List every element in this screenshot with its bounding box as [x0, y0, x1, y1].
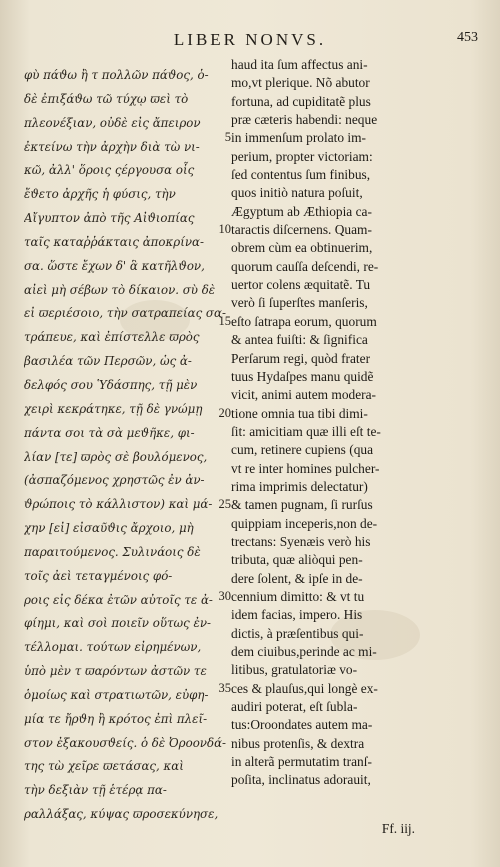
latin-text-line: in alterã permutatim tranſ- [231, 754, 372, 770]
latin-text-line: uertor colens æquitatẽ. Tu [231, 277, 371, 293]
latin-text-line: quippiam inceperis,non de- [231, 515, 378, 531]
latin-text-line: trectans: Syenæis verò his [231, 533, 371, 549]
latin-text-line: taractis diſcernens. Quam- [231, 222, 372, 238]
signature-mark: Ff. iij. [381, 821, 415, 836]
latin-text-line: haud ita ſum affectus ani- [231, 57, 368, 72]
latin-text-line: ſed contentus ſum finibus, [231, 167, 371, 183]
latin-text-line: litibus, gratulatoriæ vo- [231, 662, 358, 678]
greek-text-line: δὲ ἐπιξάϑω τῶ τύχῳ ϖεὶ τὸ [24, 91, 189, 106]
latin-text-line: ces & plauſus,qui longè ex- [231, 680, 378, 696]
latin-text-line: rima imprimis delectatur) [231, 478, 368, 494]
greek-text-line: δελφός σου Ὑδάσπης, τῇ μὲν [24, 377, 198, 392]
latin-text-line: ſit: amicitiam quæ illi eſt te- [231, 423, 381, 439]
latin-text-line: obrem cùm ea obtinuerim, [231, 240, 373, 256]
latin-text-line: perium, propter victoriam: [231, 148, 373, 164]
latin-text-line: cum, retinere cupiens (qua [231, 442, 374, 458]
latin-text-line: verò ſi ſuperſtes manſeris, [231, 295, 368, 311]
line-number: 20 [218, 405, 231, 420]
greek-text-line: λίαν [τε] ϖρὸς σὲ βουλόμενος, [24, 449, 208, 464]
latin-text-line: tributa, quæ aliòqui pen- [231, 552, 363, 568]
greek-text-line: τράπευε, καὶ ἐπίστελλε ϖρὸς [24, 330, 200, 345]
latin-text-line: præ cæteris habendi: neque [231, 112, 378, 128]
latin-text-line: dere ſolent, & ipſe in de- [231, 570, 363, 586]
greek-text-line: ϑρώποις τὸ κάλλιστον) καὶ μά- [24, 497, 213, 512]
latin-text-line: dictis, à præſentibus qui- [231, 625, 364, 641]
latin-text-line: tus:Oroondates autem ma- [231, 717, 373, 733]
greek-text-line: φὺ πάϑω ἢ τ πολλῶν πάϑος, ὁ- [24, 68, 209, 82]
greek-text-column [24, 64, 236, 827]
page-number: 453 [457, 30, 478, 45]
line-number: 10 [218, 222, 231, 237]
greek-text-line: εἰ ϖεριέσοιο, τὴν σατραπείας σα- [24, 306, 226, 321]
line-number: 35 [218, 680, 231, 695]
latin-text-line: nibus protenſis, & dextra [231, 735, 365, 751]
latin-text-line: & antea fuiſti: & ſignifica [231, 332, 368, 348]
latin-text-line: tuus Hydaſpes manu quidẽ [231, 368, 374, 384]
greek-text-line: σα. ὥστε ἔχων δ' ἃ κατῆλϑον, [24, 258, 205, 273]
latin-text-line: fortuna, ad cupiditatẽ plus [231, 93, 371, 109]
greek-text-line: της τὼ χεῖρε ϖετάσας, καὶ [24, 759, 184, 774]
latin-text-line: cennium dimitto: & vt tu [231, 588, 365, 604]
latin-text-line: mo,vt plerique. Nõ abutor [231, 75, 370, 91]
greek-text-line: ὁμοίως καὶ στρατιωτῶν, εὐφη- [24, 687, 209, 702]
latin-text-line: vt re inter homines pulcher- [231, 460, 380, 476]
latin-text-line: & tamen pugnam, ſi rurſus [231, 497, 373, 513]
latin-text-line: Perſarum regi, quòd frater [231, 350, 371, 366]
greek-text-line: κῶ, ἀλλ' ὅροις ςέργουσα οἷς [24, 163, 195, 178]
greek-text-line: ταῖς καταῤῥάκταις ἀποκρίνα- [24, 234, 204, 249]
line-number: 5 [224, 130, 231, 145]
greek-text-line: ραλλάξας, κύψας ϖροσεκύνησε, [24, 807, 219, 822]
latin-text-line: audiri poterat, eſt ſubla- [231, 699, 358, 715]
latin-text-line: in immenſum prolato im- [231, 130, 367, 146]
latin-text-line: dem ciuibus,perinde ac mi- [231, 644, 377, 659]
latin-text-column [231, 56, 481, 790]
greek-text-line: (ἀσπαζόμενος χρηστῶς ἐν ἀν- [24, 473, 205, 488]
greek-text-line: αἰεὶ μὴ σέβων τὸ δίκαιον. σὺ δὲ [24, 282, 216, 297]
greek-text-line: ἐκτείνω τὴν ἀρχὴν διὰ τὼ νι- [24, 139, 200, 154]
running-head: LIBER NONVS. [173, 30, 327, 49]
page-header [0, 30, 500, 52]
greek-text-line: χειρὶ κεκράτηκε, τῇ δὲ γνώμῃ [24, 401, 203, 416]
greek-text-line: βασιλέα τῶν Περσῶν, ὡς ἀ- [24, 354, 192, 369]
line-number: 15 [218, 313, 231, 328]
greek-text-line: πλεονέξιαν, οὐδὲ εἰς ἄπειρον [24, 115, 201, 130]
greek-text-line: φίημι, καὶ σοὶ ποιεῖν οὕτως ἐν- [24, 616, 211, 631]
latin-text-line: vicit, animi autem modera- [231, 387, 377, 403]
latin-text-line: tione omnia tua tibi dimi- [231, 405, 368, 421]
greek-text-line: τὴν δεξιὰν τῇ ἑτέρᾳ πα- [24, 783, 167, 798]
line-number: 30 [218, 589, 231, 604]
latin-text-line: eſto ſatrapa eorum, quorum [231, 313, 377, 329]
greek-text-line: ροις εἰς δέκα ἐτῶν αὐτοῖς τε ἀ- [24, 592, 213, 607]
greek-text-line: ἔϑετο ἀρχῆς ἡ φύσις, τὴν [24, 187, 176, 202]
greek-text-line: μία τε ἤρϑη ἢ κρότος ἐπὶ πλεῖ- [24, 711, 208, 726]
latin-text-line: quorum cauſſa deſcendi, re- [231, 258, 379, 274]
greek-text-line: χην [εἰ] εἰσαῦϑις ἄρχοιο, μὴ [24, 521, 194, 536]
greek-text-line: στον ἐξακουσϑείς. ὁ δὲ Ὀροονδά- [24, 735, 227, 750]
greek-text-line: ὑπὸ μὲν τ ϖαρόντων ἀστῶν τε [24, 664, 207, 679]
latin-text-line: idem facias, impero. His [231, 607, 363, 623]
greek-text-line: παραιτούμενος. Συλινάοις δὲ [24, 544, 201, 559]
greek-text-line: τοῖς ἀεὶ τεταγμένοις φό- [24, 568, 173, 583]
latin-text-line: poſita, inclinatus adorauit, [231, 772, 371, 788]
latin-text-line: quos initiò natura poſuit, [231, 185, 363, 201]
greek-text-line: τέλλομαι. τούτων εἰρημένων, [24, 640, 202, 655]
line-number: 25 [218, 497, 231, 512]
greek-text-line: πάντα σοι τὰ σὰ μεϑῆκε, φι- [24, 425, 195, 440]
greek-text-line: Αἴγυπτον ἀπὸ τῆς Αἰϑιοπίας [24, 211, 195, 226]
latin-text-line: Ægyptum ab Æthiopia ca- [231, 203, 372, 219]
